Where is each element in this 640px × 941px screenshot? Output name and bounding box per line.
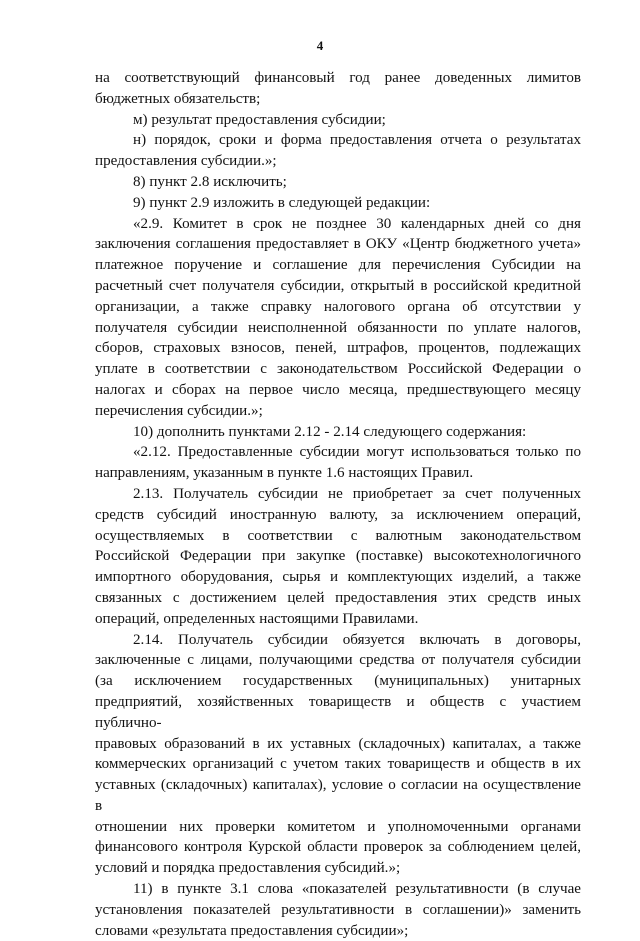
text-line: Российской Федерации при закупке (поставке) высокотехнологичного	[95, 548, 581, 565]
document-body	[95, 68, 581, 941]
text-line: расчетный счет получателя субсидии, открытый в российской кредитной	[95, 277, 581, 294]
paragraph-item-9	[95, 193, 581, 214]
text-line: платежное поручение и соглашение для перечисления Субсидии на	[95, 257, 581, 274]
text-line: 11) в пункте 3.1 слова «показателей результативности (в случае	[133, 881, 581, 898]
paragraph-clause-2-14	[95, 630, 581, 880]
text-line: н) порядок, сроки и форма предоставления отчета о результатах	[133, 132, 581, 149]
text-line: условий и порядка предоставления субсидий.»;	[95, 860, 401, 877]
text-line: связанных с достижением целей предоставления этих средств иных	[95, 589, 581, 606]
text-line: уставных (складочных) капиталах), условие о согласии на осуществление в	[95, 777, 581, 814]
text-line: заключения соглашения предоставляет в ОКУ «Центр бюджетного учета»	[95, 236, 581, 253]
text-line: словами «результата предоставления субсидии»;	[95, 922, 409, 939]
text-line: 8) пункт 2.8 исключить;	[133, 173, 287, 190]
paragraph-clause-2-12	[95, 442, 581, 484]
paragraph-item-8	[95, 172, 581, 193]
text-line: 9) пункт 2.9 изложить в следующей редакции:	[133, 194, 431, 211]
text-line: осуществляемых в соответствии с валютным законодательством	[95, 527, 581, 544]
text-line: 2.13. Получатель субсидии не приобретает за счет полученных	[133, 485, 581, 502]
text-line: налогах и сборах на первое число месяца, предшествующего месяцу	[95, 381, 581, 398]
text-line: правовых образований в их уставных (складочных) капиталах, а также	[95, 735, 581, 752]
text-line: бюджетных обязательств;	[95, 90, 261, 107]
paragraph-clause-2-13	[95, 484, 581, 630]
text-line: организации, а также справку налогового органа об отсутствии у	[95, 298, 581, 315]
text-line: на соответствующий финансовый год ранее доведенных лимитов	[95, 70, 581, 86]
text-line: предоставления субсидии.»;	[95, 153, 277, 170]
paragraph-clause-2-9	[95, 214, 581, 422]
text-line: м) результат предоставления субсидии;	[133, 111, 386, 128]
text-line: отношении них проверки комитетом и уполномоченными органами	[95, 818, 581, 835]
paragraph-continuation	[95, 68, 581, 110]
text-line: уплате в соответствии с законодательством Российской Федерации о	[95, 361, 581, 378]
text-line: коммерческих организаций с учетом таких товариществ и обществ в их	[95, 756, 581, 773]
paragraph-item-10	[95, 422, 581, 443]
text-line: 2.14. Получатель субсидии обязуется включать в договоры,	[133, 631, 581, 648]
text-line: «2.9. Комитет в срок не позднее 30 календарных дней со дня	[133, 215, 581, 232]
text-line: «2.12. Предоставленные субсидии могут использоваться только по	[133, 444, 581, 461]
text-line: операций, определенных настоящими Правилами.	[95, 610, 419, 627]
paragraph-item-n	[95, 130, 581, 172]
page-number: 4	[316, 38, 324, 53]
text-line: сборов, страховых взносов, пеней, штрафов, процентов, подлежащих	[95, 340, 581, 357]
text-line: предприятий, хозяйственных товариществ и обществ с участием публично-	[95, 693, 581, 731]
text-line: заключенные с лицами, получающими средства от получателя субсидии	[95, 652, 581, 669]
text-line: установления показателей результативности в соглашении)» заменить	[95, 901, 581, 918]
text-line: импортного оборудования, сырья и комплектующих изделий, а также	[95, 569, 581, 586]
text-line: получателя субсидии неисполненной обязанности по уплате налогов,	[95, 319, 581, 336]
text-line: средств субсидий иностранную валюту, за исключением операций,	[95, 506, 581, 523]
paragraph-item-11	[95, 879, 581, 941]
text-line: финансового контроля Курской области проверок за соблюдением целей,	[95, 839, 581, 856]
text-line: перечисления субсидии.»;	[95, 402, 263, 419]
text-line: (за исключением государственных (муниципальных) унитарных	[95, 673, 581, 690]
text-line: 10) дополнить пунктами 2.12 - 2.14 следующего содержания:	[133, 423, 527, 440]
text-line: направлениям, указанным в пункте 1.6 настоящих Правил.	[95, 465, 474, 482]
paragraph-item-m	[95, 110, 581, 131]
